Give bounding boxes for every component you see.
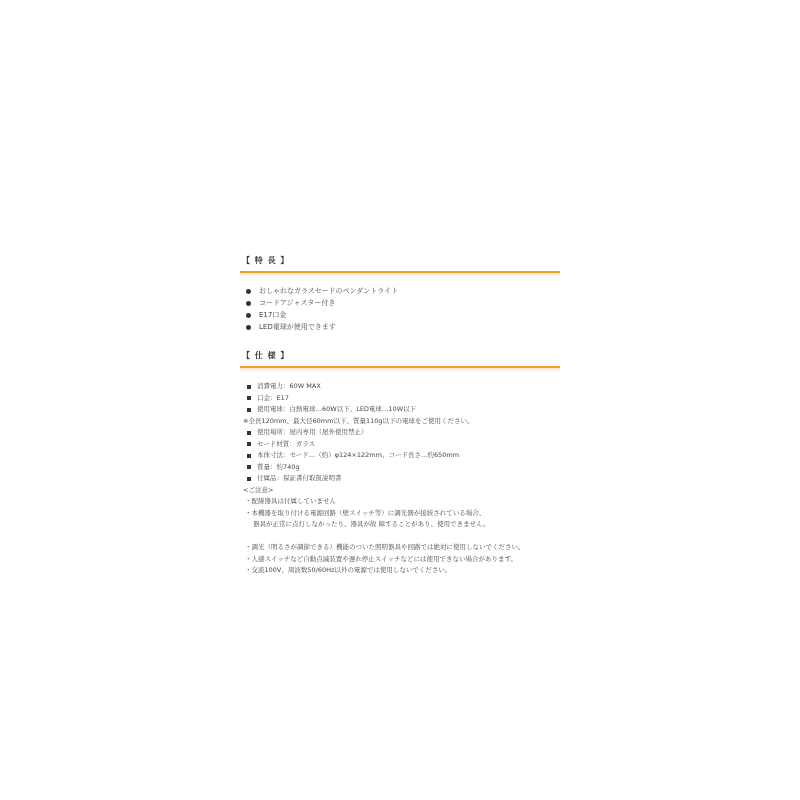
caution-text: ・人感スイッチなど自動点滅装置や遅れ停止スイッチなどには使用できない場合があります。 <box>245 554 517 563</box>
feature-item <box>240 309 560 321</box>
spec-item <box>240 381 560 393</box>
bullet-dot-icon <box>246 313 251 318</box>
spec-text: 付属品：保証書付取扱説明書 <box>257 474 342 482</box>
caution-text: ・調光（明るさが調節できる）機能のついた照明器具や回路では絶対に使用しないでください。 <box>245 543 525 551</box>
caution-heading-text: <ご注意> <box>243 485 274 494</box>
feature-item <box>240 321 560 333</box>
caution-text: ・交流100V、周波数50/60Hz以外の電源では使用しないでください。 <box>245 566 452 574</box>
caution-line <box>240 496 560 508</box>
bullet-square-icon <box>247 431 251 435</box>
caution-gap <box>240 531 560 543</box>
caution-text: ・配線器具は付属していません <box>245 497 336 505</box>
spec-text: 本体寸法：セード…（約）φ124×122mm、コード長さ…約650mm <box>257 451 460 459</box>
specs-header-shade <box>240 368 560 372</box>
product-info-panel <box>240 253 560 577</box>
caution-text: ・本機器を取り付ける電源回路（壁スイッチ等）に調光器が接続されている場合、 <box>245 508 486 517</box>
bullet-square-icon <box>247 477 251 481</box>
feature-text: LED電球が使用できます <box>259 323 336 331</box>
spec-item <box>240 462 560 474</box>
spec-text: セード材質：ガラス <box>257 439 316 448</box>
bullet-square-icon <box>247 385 251 389</box>
caution-heading <box>240 485 560 497</box>
spec-item <box>240 473 560 485</box>
bullet-square-icon <box>247 465 251 469</box>
bullet-dot-icon <box>246 289 251 294</box>
spec-text: 口金：E17 <box>257 393 289 402</box>
feature-text: E17口金 <box>259 311 287 319</box>
bullet-square-icon <box>247 442 251 446</box>
specs-section <box>240 348 560 577</box>
caution-line <box>240 542 560 554</box>
caution-text: 器具が正常に点灯しなかったり、器具が故 障することがあり、使用できません。 <box>253 520 490 528</box>
bullet-square-icon <box>247 454 251 458</box>
spec-text: 質量：約740g <box>257 462 300 471</box>
features-list <box>240 285 560 333</box>
bullet-dot-icon <box>246 325 251 330</box>
specs-header <box>240 348 560 368</box>
bullet-dot-icon <box>246 301 251 306</box>
specs-list <box>240 381 560 577</box>
feature-item <box>240 285 560 297</box>
spec-item <box>240 450 560 462</box>
specs-heading: 【 仕 様 】 <box>242 351 290 360</box>
bullet-square-icon <box>247 396 251 400</box>
spec-text: 使用電球：白熱電球…60W以下、LED電球…10W以下 <box>257 405 417 413</box>
spec-item <box>240 439 560 451</box>
spec-item <box>240 393 560 405</box>
caution-line <box>240 519 560 531</box>
feature-item <box>240 297 560 309</box>
feature-text: おしゃれなガラスセードのペンダントライト <box>259 287 399 295</box>
feature-text: コードアジャスター付き <box>259 299 336 307</box>
spec-item <box>240 427 560 439</box>
spec-item <box>240 404 560 416</box>
caution-line <box>240 554 560 566</box>
spec-note-text: ※全長120mm、最大径60mm以下、質量110g以下の電球をご使用ください。 <box>243 416 474 425</box>
features-header <box>240 253 560 273</box>
caution-line <box>240 565 560 577</box>
features-header-shade <box>240 273 560 277</box>
bullet-square-icon <box>247 408 251 412</box>
features-heading: 【 特 長 】 <box>242 256 290 265</box>
spec-text: 消費電力：60W MAX <box>257 382 321 390</box>
spec-note <box>240 416 560 428</box>
caution-line <box>240 508 560 520</box>
spec-text: 使用場所：屋内専用（屋外使用禁止） <box>257 428 368 436</box>
